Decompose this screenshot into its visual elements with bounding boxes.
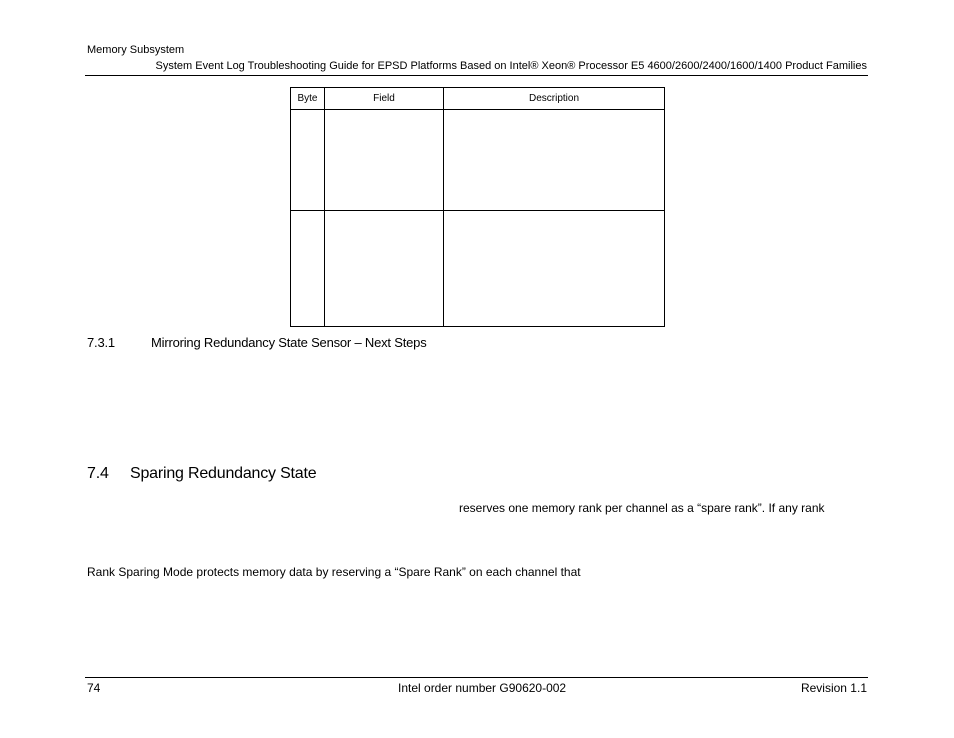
revision: Revision 1.1 <box>800 681 867 695</box>
column-header-field: Field <box>325 88 444 110</box>
table-row <box>291 211 665 327</box>
field-table <box>290 87 665 327</box>
column-header-byte: Byte <box>291 88 325 110</box>
section-number: 7.4 <box>87 465 109 482</box>
running-header-title: System Event Log Troubleshooting Guide for EPSD Platforms Based on Intel® Xeon® Processor E5 4600/2600/2400/1600/1400 Product Families <box>155 60 867 72</box>
cell-byte <box>291 110 325 211</box>
table-row <box>291 110 665 211</box>
cell-field <box>325 110 444 211</box>
table-header-row <box>291 88 665 110</box>
cell-description <box>444 110 665 211</box>
page-number: 74 <box>87 681 101 695</box>
footer-rule <box>85 677 868 678</box>
section-number: 7.3.1 <box>87 335 115 350</box>
order-number: Intel order number G90620-002 <box>398 681 567 695</box>
column-header-description: Description <box>444 88 665 110</box>
section-title: Sparing Redundancy State <box>130 465 317 482</box>
cell-field <box>325 211 444 327</box>
cell-byte <box>291 211 325 327</box>
section-title: Mirroring Redundancy State Sensor – Next Steps <box>151 335 427 350</box>
cell-description <box>444 211 665 327</box>
running-header-section: Memory Subsystem <box>87 44 185 56</box>
section-heading-7-3-1 <box>87 335 427 350</box>
body-paragraph: Rank Sparing Mode protects memory data by reserving a “Spare Rank” on each channel that <box>87 565 581 579</box>
header-rule <box>85 75 868 76</box>
section-heading-7-4 <box>87 465 316 483</box>
body-paragraph-fragment: reserves one memory rank per channel as a “spare rank”. If any rank <box>459 501 825 515</box>
